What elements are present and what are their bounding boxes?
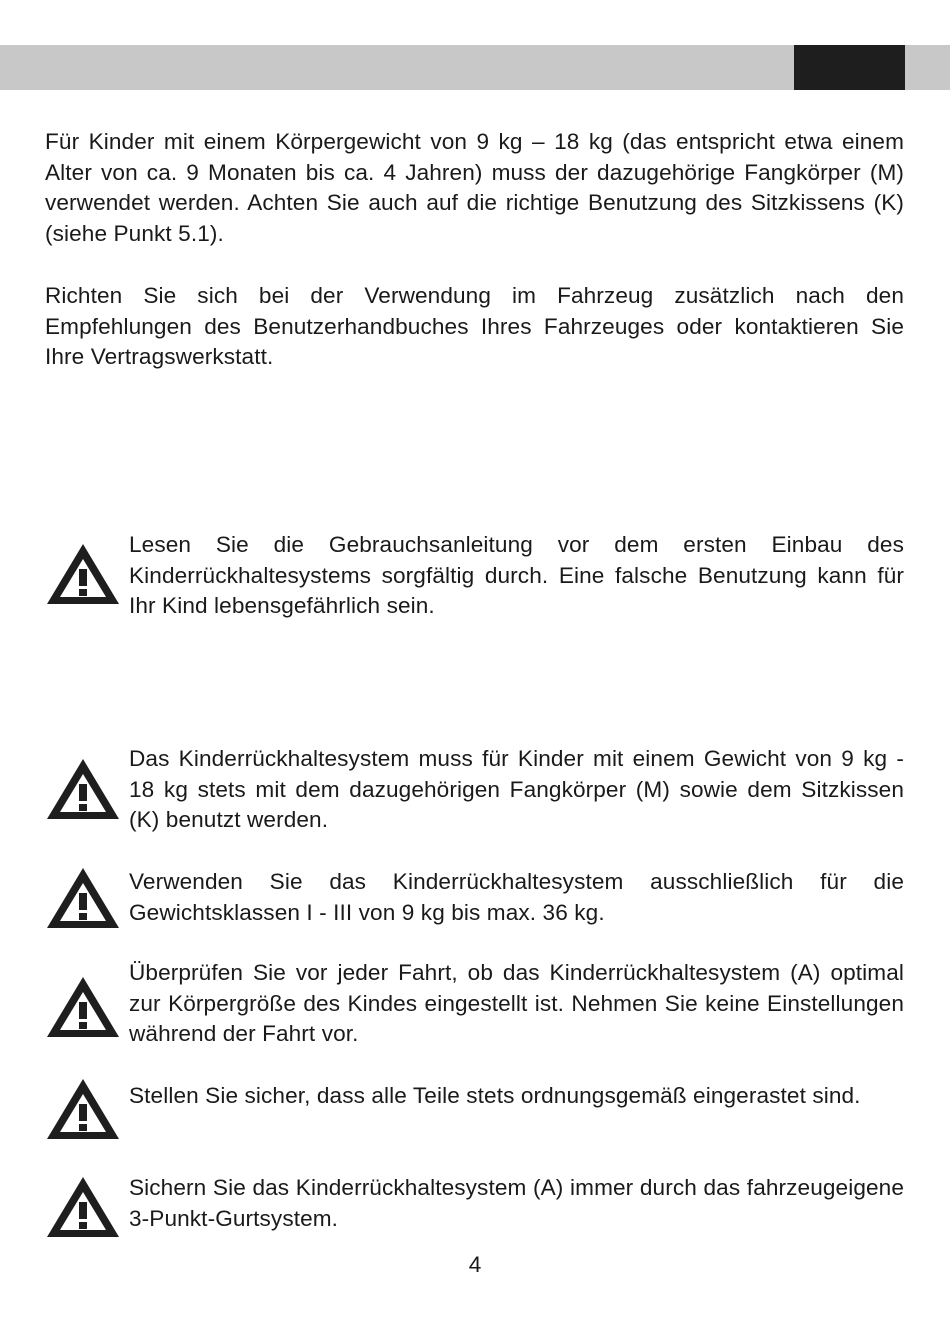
warning-triangle-icon — [45, 542, 121, 606]
page-number: 4 — [468, 1252, 482, 1277]
warning-text-parts-locked: Stellen Sie sicher, dass alle Teile stets ordnungsgemäß eingerastet sind. — [129, 1083, 861, 1108]
warning-text-seat-belt: Sichern Sie das Kinderrückhaltesystem (A) immer durch das fahrzeugeigene 3-Punkt-Gurtsystem. — [129, 1175, 904, 1231]
warning-triangle-icon — [45, 1175, 121, 1239]
warning-text-weight-classes: Verwenden Sie das Kinderrückhaltesystem ausschließlich für die Gewichtsklassen I - III von 9 kg bis max. 36 kg. — [129, 869, 904, 925]
warning-text-read-manual: Lesen Sie die Gebrauchsanleitung vor dem ersten Einbau des Kinderrückhaltesystems sorgfältig durch. Eine falsche Benutzung kann für Ihr Kind lebensgefährlich sein. — [129, 532, 904, 618]
warning-triangle-icon — [45, 866, 121, 930]
paragraph-vehicle-info: Richten Sie sich bei der Verwendung im Fahrzeug zusätzlich nach den Empfehlungen des Benutzerhandbuches Ihres Fahrzeuges oder kontaktieren Sie Ihre Vertragswerkstatt. — [45, 283, 904, 369]
warning-text-adjust-before-ride: Überprüfen Sie vor jeder Fahrt, ob das Kinderrückhaltesystem (A) optimal zur Körpergröße des Kindes eingestellt ist. Nehmen Sie keine Einstellungen während der Fahrt vor. — [129, 960, 904, 1046]
warning-triangle-icon — [45, 1077, 121, 1141]
warning-text-impact-shield: Das Kinderrückhaltesystem muss für Kinder mit einem Gewicht von 9 kg - 18 kg stets mit dem dazugehörigen Fangkörper (M) sowie dem Sitzkissen (K) benutzt werden. — [129, 746, 904, 832]
warning-triangle-icon — [45, 975, 121, 1039]
header-section-tab — [794, 45, 905, 90]
warning-triangle-icon — [45, 757, 121, 821]
paragraph-weight-info: Für Kinder mit einem Körpergewicht von 9 kg – 18 kg (das entspricht etwa einem Alter von ca. 9 Monaten bis ca. 4 Jahren) muss der dazugehörige Fangkörper (M) verwendet werden. Achten Sie auch auf die richtige Benutzung des Sitzkissens (K) (siehe Punkt 5.1). — [45, 129, 904, 246]
